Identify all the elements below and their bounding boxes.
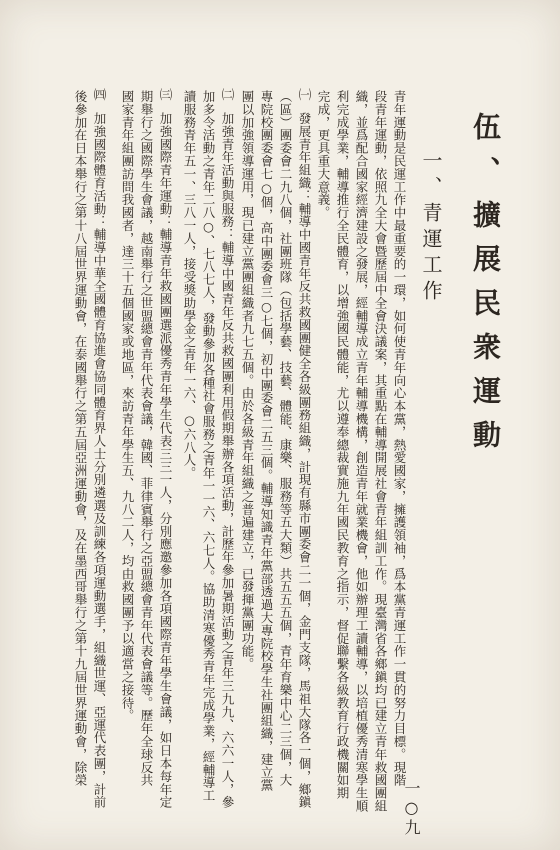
page-number: 一○九: [402, 780, 421, 837]
item-marker: ㈣: [92, 88, 107, 101]
section-title: 一、青運工作: [419, 150, 443, 306]
text-column: 織，並爲配合國家經濟建設之發展，經輔導成立青年輔導機構，創造青年就業機會，他如辦理工讀輔導，以培植優秀清寒學生順: [354, 90, 369, 813]
text-column: 完成，更具重大意義。: [316, 90, 331, 219]
text-column: 讀服務青年五一、三八一人，接受獎助學金之青年一六、○六八人。: [182, 90, 197, 480]
text-column: 青年運動是民運工作中最重要的一環，如何使青年向心本黨，熱愛國家，擁護領袖，爲本黨青運工作一貫的努力目標。現階: [392, 90, 407, 787]
text-column: 團以加強領導運用，現已建立黨團組織者九七五個。由於各級青年組織之普遍建立，已發揮黨團功能。: [240, 90, 255, 671]
item-marker: ㈢: [158, 88, 173, 101]
text-column: 發展青年組織：輔導中國青年反共救國團健全各級團務組織，計現有縣市團委會二一個，金門支隊，馬祖大隊各一個，鄉鎭: [297, 112, 312, 809]
text-column: 加強青年活動與服務：輔導中國青年反共救國團利用假期舉辦各項活動，計歷年參加暑期活動之青年三九九、六六一人，參: [220, 112, 235, 809]
text-column: 專院校團委會七○個，高中團委會三○七個，初中團委會二五三個。輔導知識青年黨部透過大專院校學生社團組織，建立黨: [259, 90, 274, 792]
item-marker: ㈡: [220, 88, 235, 101]
text-column: 利完成學業，輔導推行全民體育，以增強國民體能，尤以遵奉總裁實施九年國民教育之指示，督促聯繫各級教育行政機關如期: [335, 90, 350, 800]
text-column: 期舉行之國際學生會議，越南舉行之世盟總會青年代表會議，韓國、菲律賓舉行之亞盟總會青年代表會議等。歷年全球反共: [139, 90, 154, 787]
text-column: （區）團委會二九八個，社團班隊（包括學藝、技藝、體能、康樂、服務等五大類）共五五五個，青年育樂中心二三個，大: [278, 90, 293, 787]
text-column: 加多令活動之青年二八○、七八七人，發動參加各種社會服務之青年一一六、六七人。協助清寒優秀青年完成學業，經輔導工: [201, 90, 216, 802]
item-marker: ㈠: [297, 88, 312, 101]
text-column: 國家青年組團訪問我國者，達三十五個國家或地區，來訪青年學生五、九八二人，均由救國團予以適當之接待。: [120, 90, 135, 723]
chapter-title: 伍、擴展民衆運動: [469, 112, 502, 464]
text-column: 後參加在日本舉行之第十八屆世界運動會，在泰國舉行之第五屆亞洲運動會，及在墨西哥舉行之第十九屆世界運動會，除榮: [73, 90, 88, 787]
text-column: 加強國際體育活動：輔導中華全國體育協進會協同體育界人士分別遴選及訓練各項運動選手，組織世運、亞運代表團，計前: [92, 112, 107, 809]
text-column: 加強國際青年運動：輔導青年救國團選派優秀青年學生代表三三一人，分別應邀參加各項國際青年學生會議，如日本每年定: [158, 112, 173, 809]
text-column: 段青年運動，依照九全大會暨歷屆中全會決議案，其重點在輔導開展社會青年組訓工作。現臺灣省各鄉鎭均已建立青年救國團組: [373, 90, 388, 813]
